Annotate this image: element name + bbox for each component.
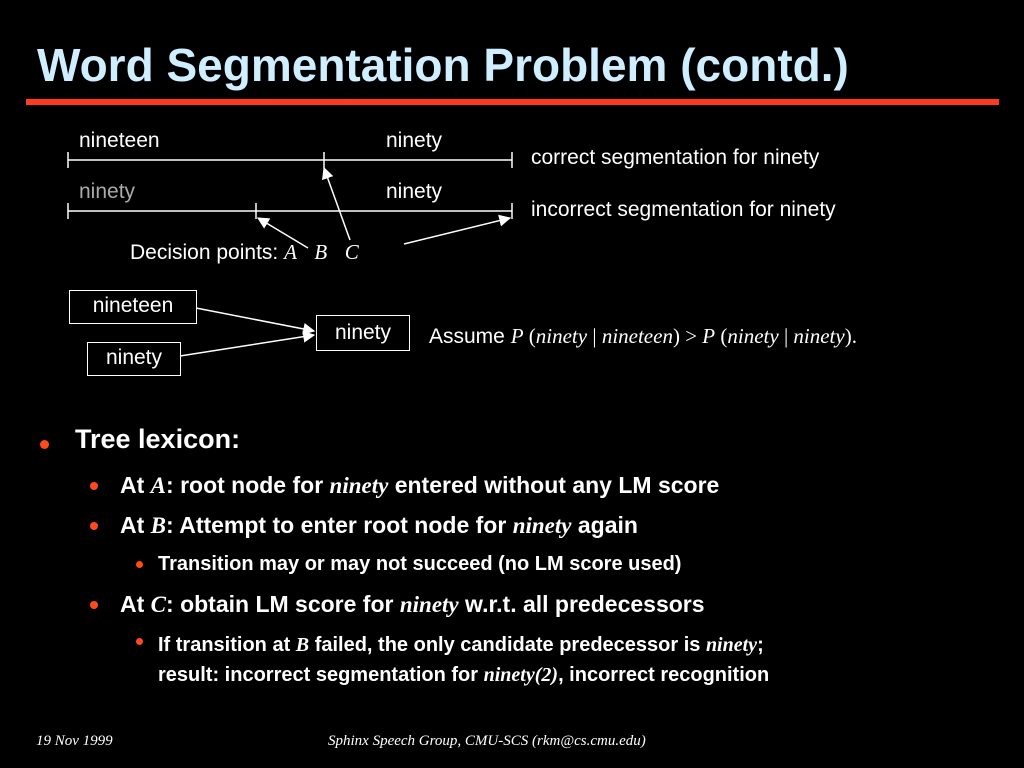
box-nineteen: nineteen xyxy=(69,290,197,324)
bullet-if-transition: If transition at B failed, the only candidate predecessor is ninety; result: incorrect segmentation for ninety(2), incorrect recognition xyxy=(158,634,770,686)
box-ninety-pred: ninety xyxy=(87,342,181,376)
row2-word-b: ninety xyxy=(386,180,443,203)
bullet-at-a: At A: root node for ninety entered without any LM score xyxy=(120,472,720,498)
bullet-dot-5 xyxy=(90,601,98,609)
footer-credit: Sphinx Speech Group, CMU-SCS (rkm@cs.cmu.edu) xyxy=(328,733,646,749)
decision-points xyxy=(130,240,359,265)
assume-lead: Assume xyxy=(429,325,511,348)
assume-bar2: | xyxy=(778,324,794,348)
bullet-dot-1 xyxy=(40,440,49,449)
bullet-dot-3 xyxy=(90,522,98,530)
row2-caption: incorrect segmentation for ninety xyxy=(531,198,836,221)
row1-word-a: nineteen xyxy=(79,129,160,152)
assume-p1: P xyxy=(510,324,524,348)
bullet-at-b: At B: Attempt to enter root node for ninety again xyxy=(120,512,638,538)
box-ninety-target: ninety xyxy=(316,315,410,351)
assume-w2: nineteen xyxy=(601,324,673,348)
arrow-nineteen-to-ninety xyxy=(196,308,314,331)
row1-caption: correct segmentation for ninety xyxy=(531,146,820,169)
arrow-c xyxy=(404,218,510,244)
footer-date: 19 Nov 1999 xyxy=(36,733,113,749)
decision-label: Decision points: xyxy=(130,241,285,264)
assume-p2: P xyxy=(702,324,716,348)
point-a: A xyxy=(284,240,297,264)
bullet-dot-6 xyxy=(136,638,143,645)
arrow-b xyxy=(324,168,350,240)
point-c: C xyxy=(344,240,359,264)
point-b: B xyxy=(314,240,328,264)
row1-word-b: ninety xyxy=(386,129,443,152)
slide-title: Word Segmentation Problem (contd.) xyxy=(37,39,849,91)
bullet-dot-4 xyxy=(136,561,143,568)
assume-w4: ninety xyxy=(793,324,845,348)
arrow-ninety-to-ninety xyxy=(180,335,314,356)
assume-close2: ). xyxy=(844,324,857,348)
assume-w3: ninety xyxy=(727,324,779,348)
assume-open1: ( xyxy=(523,324,536,348)
row2-word-a: ninety xyxy=(79,180,136,203)
bullet-transition: Transition may or may not succeed (no LM score used) xyxy=(158,553,682,575)
assume-close1: ) > xyxy=(672,324,703,348)
bullet-at-c: At C: obtain LM score for ninety w.r.t. all predecessors xyxy=(120,591,705,617)
assume-w1: ninety xyxy=(535,324,588,348)
assume-bar1: | xyxy=(587,324,602,348)
bullet-dot-2 xyxy=(90,482,98,490)
assume-statement xyxy=(429,324,857,349)
assume-open2: ( xyxy=(715,324,728,348)
bullet-tree-lexicon: Tree lexicon: xyxy=(75,424,241,454)
